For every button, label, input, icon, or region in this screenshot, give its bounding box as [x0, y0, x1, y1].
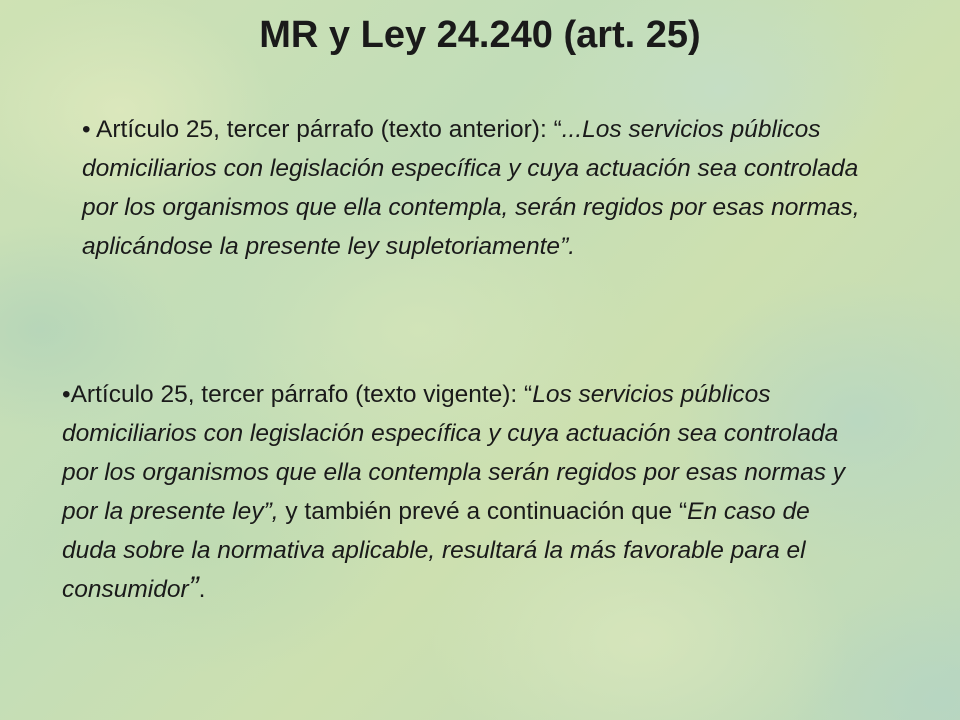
paragraph-2-quote-1: Los servicios públicos domiciliarios con legislación específica y cuya actuación sea controlada por los organismos que ella contempla serán regidos por esas normas y por la presente ley	[62, 381, 846, 525]
paragraph-1-close-quote: ”.	[560, 233, 576, 260]
paragraph-texto-vigente	[62, 375, 862, 609]
paragraph-2-middle: y también prevé a continuación que	[278, 498, 679, 525]
paragraph-1-quote: ...Los servicios públicos domiciliarios con legislación específica y cuya actuación sea controlada por los organismos que ella contempla, serán regidos por esas normas, aplicándose la presente ley supletoriamente	[82, 116, 860, 260]
paragraph-2-close-quote-1: ”,	[263, 498, 279, 525]
slide-title: MR y Ley 24.240 (art. 25)	[259, 14, 701, 56]
paragraph-1-lead: Artículo 25, tercer párrafo (texto anterior):	[90, 116, 554, 143]
paragraph-2-lead: Artículo 25, tercer párrafo (texto vigente):	[70, 381, 525, 408]
paragraph-2-open-quote-2: “	[678, 498, 688, 525]
paragraph-2-open-quote-1: “	[524, 381, 533, 408]
paragraph-2-quote-2: En caso de duda sobre la normativa aplicable, resultará la más favorable para el consumidor	[62, 498, 810, 603]
paragraph-1-open-quote: “	[553, 116, 562, 143]
paragraph-2-close-quote-2: ”	[188, 571, 199, 604]
bullet-point: •	[62, 381, 71, 408]
bullet-point: •	[82, 116, 91, 143]
paragraph-texto-anterior	[62, 110, 882, 266]
paragraph-2-end: .	[198, 576, 206, 603]
